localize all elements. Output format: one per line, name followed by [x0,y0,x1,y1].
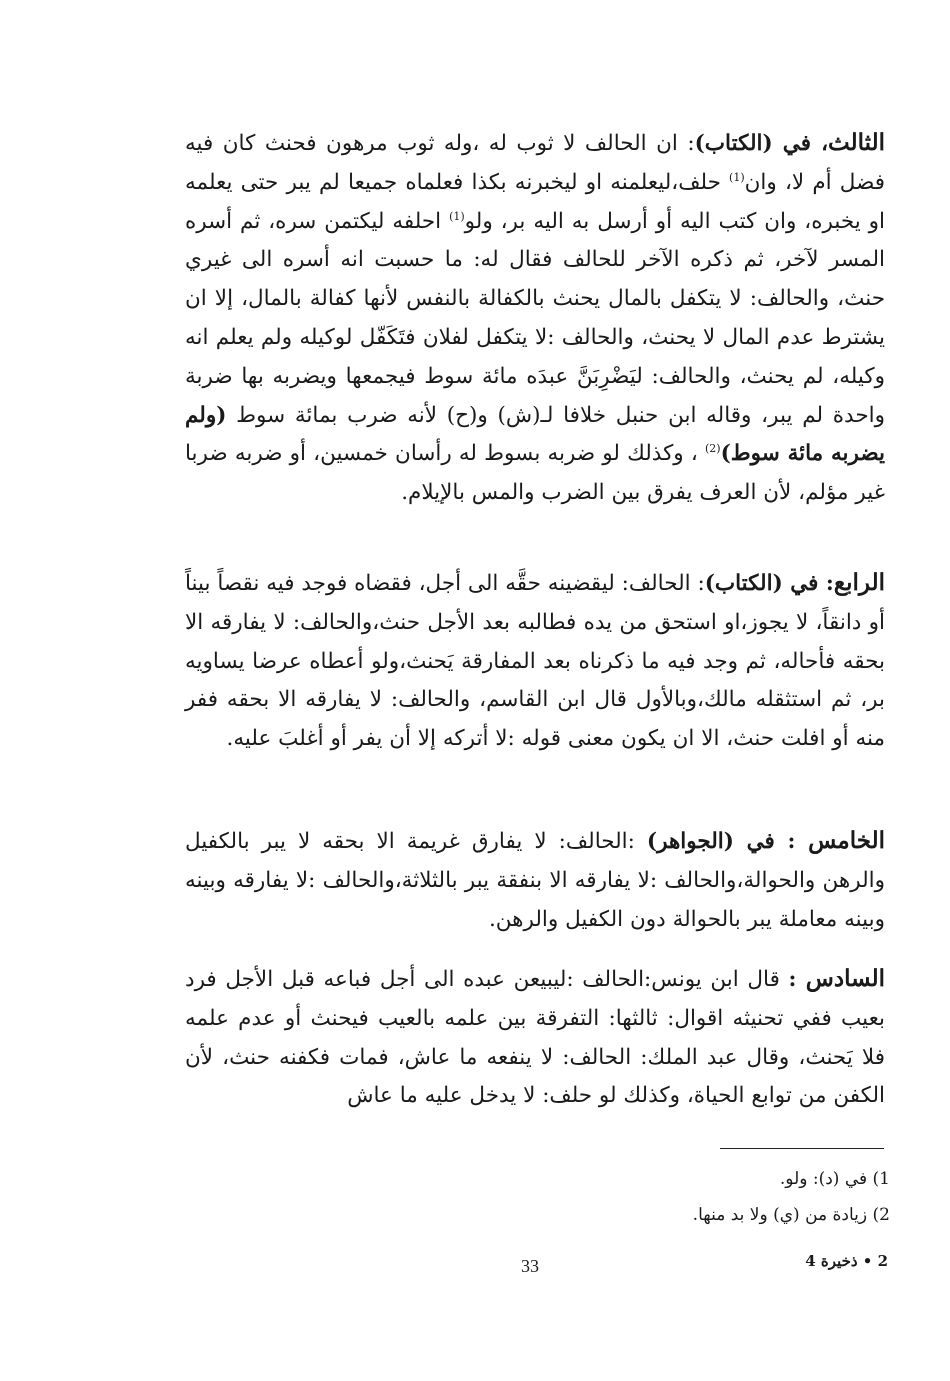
source-reference: : [788,967,806,992]
page-number: 33 [521,1256,539,1276]
footnote-2: 2) زيادة من (ي) ولا بد منها. [692,1205,890,1225]
paragraph-heading: الثالث [828,129,885,156]
paragraph-heading: السادس [805,965,885,992]
source-reference: ، في (الكتاب) [694,131,829,156]
emphasized-insertion: (ولم يضربه مائة سوط) [185,402,885,467]
paragraph-text: قال ابن يونس:الحالف :ليبيعن عبده الى أجل فباعه قبل الأجل فرد بعيب ففي تحنيثه اقوال: ثالثها: التفرقة بين علمه بالعيب فيحنث أو عدم علمه فلا يَحنث، وقال عبد الملك: الحالف: لا ينفعه ما عاش، فمات فكفنه حنث، لأن الكفن من توابع الحياة، وكذلك لو حلف: لا يدخل عليه ما عاش [185,967,885,1109]
source-reference: : في (الجواهر) [646,829,809,854]
signature-mark: 2 • ذخيرة 4 [805,1252,888,1270]
footnote-marker[interactable]: (2) [704,442,721,456]
paragraph-text: احلفه ليكتمن سره، ثم أسره المسر لآخر، ثم ذكره الآخر للحالف فقال له: ما حسبت انه أسره الى غيري حنث، والحالف: لا يتكفل بالمال يحنث بالكفالة بالنفس لأنها كفالة بالمال، إلا ان يشترط عدم المال لا يحنث، والحالف :لا يتكفل لفلان فتَكَفّل لوكيله ولم يعلم انه وكيله، لم يحنث، والحالف: ليَضْرِبَنَّ عبدَه مائة سوط فيجمعها ويضربه بها ضربة واحدة لم يبر، وقاله ابن حنبل خلافا لـ(ش) و(ح) لأنه ضرب بمائة سوط [185,208,885,428]
paragraph-fifth [185,822,885,939]
paragraph-text: :الحالف: لا يفارق غريمة الا بحقه لا يبر بالكفيل والرهن والحوالة،والحالف :لا يفارقه الا بنفقة يبر بالثلاثة،والحالف :لا يفارقه وبينه وبينه معاملة يبر بالحوالة دون الكفيل والرهن. [185,829,885,932]
source-reference: : في (الكتاب) [704,571,834,596]
paragraph-heading: الخامس [808,827,885,854]
paragraph-text: حلف،ليعلمنه او ليخبرنه بكذا فعلماه جميعا لم يبر حتى يعلمه او يخبره، وان كتب اليه أو أرسل به اليه بر، ولو [185,169,885,234]
footnote-marker[interactable]: (1) [449,209,465,223]
footnote-marker[interactable]: (1) [729,170,745,184]
paragraph-sixth [185,960,885,1116]
paragraph-heading: الرابع [833,569,885,596]
paragraph-third [185,124,885,513]
paragraph-fourth [185,564,885,759]
paragraph-text: ، وكذلك لو ضربه بسوط له رأسان خمسين، أو ضربه ضربا غير مؤلم، لأن العرف يفرق بين الضرب والمس بالإيلام. [185,441,885,506]
footnote-1: 1) في (د): ولو. [779,1169,890,1189]
paragraph-text: : الحالف: ليقضينه حقَّه الى أجل، فقضاه فوجد فيه نقصاً بيناً أو دانقاً، لا يجوز،او استحق من يده فطالبه بعد الأجل حنث،والحالف: لا يفارقه الا بحقه فأحاله، ثم وجد فيه ما ذكرناه بعد المفارقة يَحنث،ولو أعطاه عرضا يساويه بر، ثم استثقله مالك،وبالأول قال ابن القاسم، والحالف: لا يفارقه الا بحقه ففر منه أو افلت حنث، الا ان يكون معنى قوله :لا أتركه إلا أن يفر أو أغلبَ عليه. [185,571,885,752]
paragraph-text: : ان الحالف لا ثوب له ،وله ثوب مرهون فحنث كان فيه فضل أم لا، وان [185,131,885,195]
footnote-divider [720,1148,884,1149]
